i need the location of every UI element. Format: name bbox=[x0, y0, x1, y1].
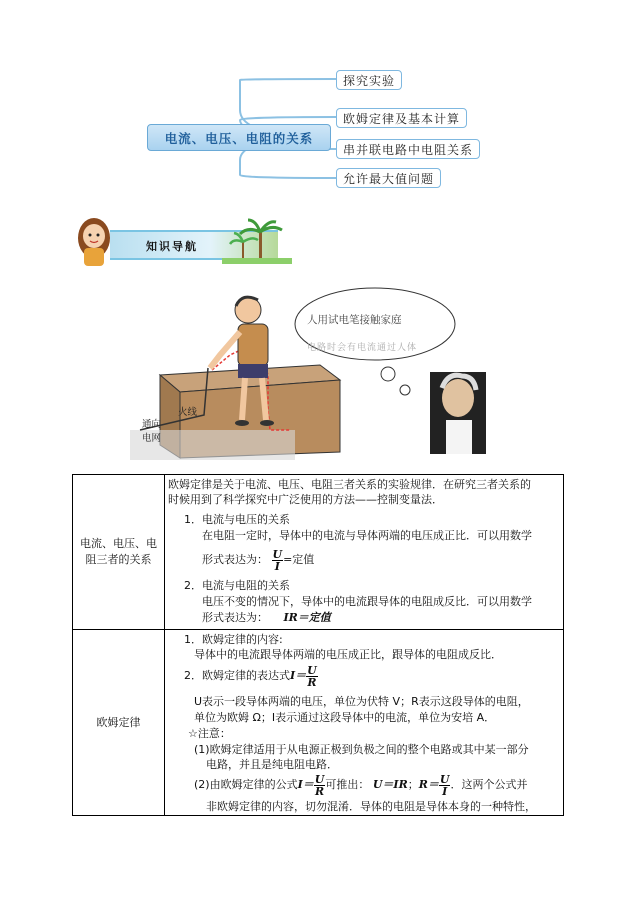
section-banner bbox=[72, 208, 292, 268]
mind-map bbox=[0, 0, 630, 200]
n2-var: I＝ bbox=[297, 778, 314, 791]
illustration-scene bbox=[130, 280, 490, 460]
mind-map-center-node: 电流、电压、电阻的关系 bbox=[147, 124, 331, 151]
row-label-relations: 电流、电压、电阻三者的关系 bbox=[73, 475, 165, 629]
item1-prefix: 形式表达为： bbox=[202, 553, 268, 566]
intro-line-1: 欧姆定律是关于电流、电压、电阻三者关系的实验规律．在研究三者关系的 bbox=[168, 478, 531, 491]
n2-fraction: $\frac{U}{R}$ bbox=[314, 772, 325, 798]
row-content-ohms-law bbox=[166, 630, 563, 816]
n1-line2: 电路，并且是纯电阻电路． bbox=[206, 758, 338, 771]
item2-formula: IR＝定值 bbox=[283, 611, 331, 624]
n2-sep: ； bbox=[407, 778, 419, 791]
mind-map-branch-inquiry: 探究实验 bbox=[336, 70, 402, 90]
label-grid-line2: 电网 bbox=[142, 433, 162, 444]
item1-line1: 在电阻一定时，导体中的电流与导体两端的电压成正比．可以用数学 bbox=[202, 529, 532, 542]
n2-fraction-2: $\frac{U}{I}$ bbox=[439, 772, 450, 798]
c1-title: 1．欧姆定律的内容: bbox=[184, 633, 283, 646]
c2-var: I＝ bbox=[290, 669, 307, 682]
c2-fraction: $\frac{U}{R}$ bbox=[307, 663, 317, 689]
table-row bbox=[73, 475, 563, 630]
n2-suffix: ．这两个公式并 bbox=[450, 778, 528, 791]
knowledge-table bbox=[72, 474, 564, 816]
item2-prefix: 形式表达为： bbox=[202, 611, 268, 624]
n2-formula-1: U＝IR bbox=[372, 778, 408, 791]
item1-fraction: $\frac{U}{I}$ bbox=[272, 547, 283, 573]
n2-line2: 非欧姆定律的内容，切勿混淆．导体的电阻是导体本身的一种特性， bbox=[206, 800, 536, 813]
mind-map-connectors bbox=[0, 0, 630, 200]
item2-title: 2．电流与电阻的关系 bbox=[184, 579, 290, 592]
bubble-text-faded: 电路时会有电流通过人体 bbox=[307, 343, 418, 353]
table-row bbox=[73, 630, 563, 816]
mind-map-branch-ohms-law: 欧姆定律及基本计算 bbox=[336, 108, 467, 128]
c3-line1: U表示一段导体两端的电压，单位为伏特 V；R表示这段导体的电阻， bbox=[194, 695, 529, 708]
item1-line2 bbox=[202, 548, 314, 572]
item2-line1: 电压不变的情况下，导体中的电流跟导体的电阻成反比．可以用数学 bbox=[202, 595, 532, 608]
item1-title: 1．电流与电压的关系 bbox=[184, 513, 290, 526]
bubble-text: 人用试电笔接触家庭 bbox=[307, 314, 402, 326]
n2-formula-2: R＝ bbox=[418, 778, 439, 791]
c2-line bbox=[184, 662, 318, 690]
c1-line: 导体中的电流跟导体两端的电压成正比，跟导体的电阻成反比． bbox=[194, 648, 502, 661]
c2-prefix: 2．欧姆定律的表达式 bbox=[184, 669, 290, 682]
n1-line1: (1)欧姆定律适用于从电源正极到负极之间的整个电路或其中某一部分 bbox=[194, 743, 529, 756]
banner-title: 知识导航 bbox=[146, 240, 198, 253]
mind-map-branch-series-parallel: 串并联电路中电阻关系 bbox=[336, 139, 480, 159]
n2-line1 bbox=[194, 772, 527, 798]
intro-line-2: 时候用到了科学探究中广泛使用的方法——控制变量法． bbox=[168, 493, 443, 506]
note-label: ☆注意： bbox=[188, 727, 231, 740]
label-grid-line1: 通向 bbox=[142, 419, 162, 430]
item2-line2 bbox=[202, 611, 331, 625]
mind-map-branch-max-value: 允许最大值问题 bbox=[336, 168, 441, 188]
row-label-ohms-law: 欧姆定律 bbox=[73, 630, 165, 816]
item1-suffix: =定值 bbox=[283, 553, 315, 566]
c3-line2: 单位为欧姆 Ω；I表示通过这段导体中的电流，单位为安培 A． bbox=[194, 711, 496, 724]
row-content-relations bbox=[166, 475, 563, 629]
n2-prefix: (2)由欧姆定律的公式 bbox=[194, 778, 298, 791]
label-fire-wire: 火线 bbox=[178, 407, 198, 418]
n2-mid: 可推出： bbox=[325, 778, 370, 791]
